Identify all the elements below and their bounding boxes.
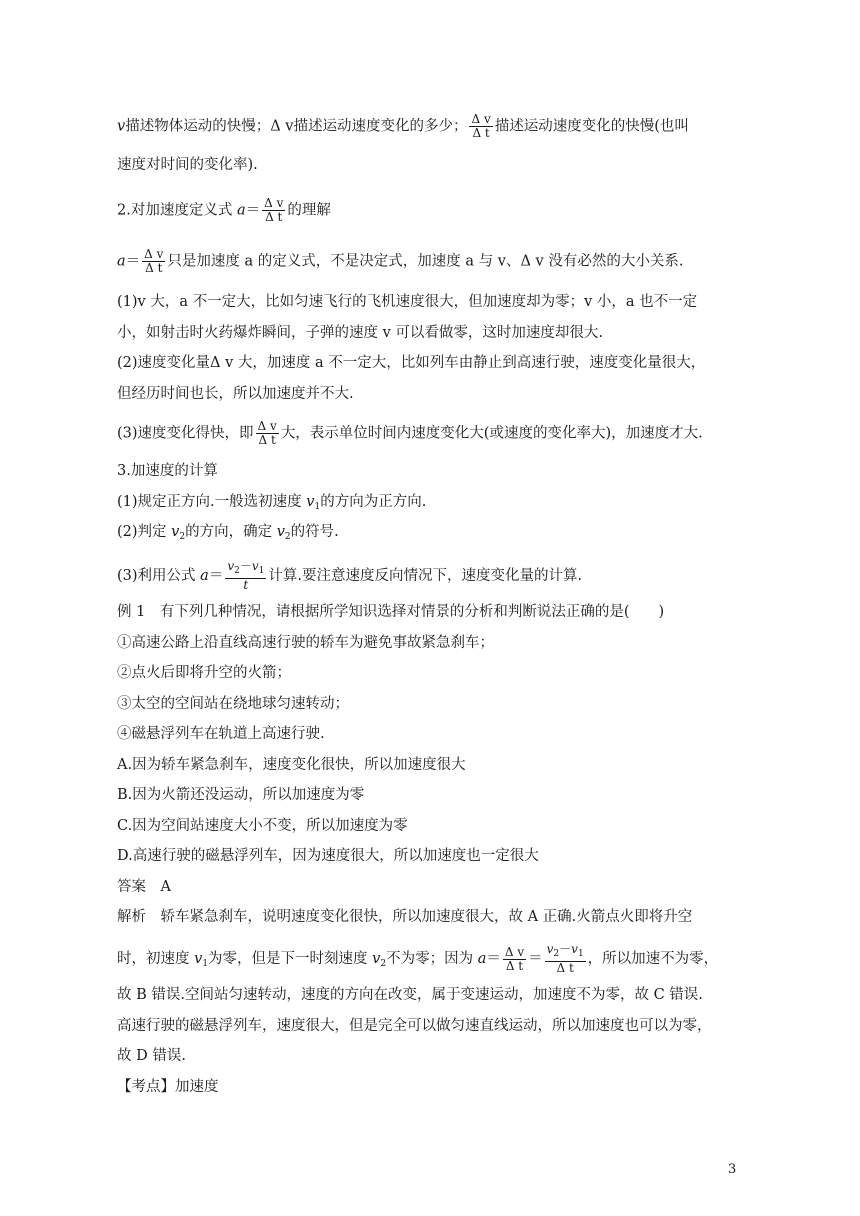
option-c: C.因为空间站速度大小不变，所以加速度为零 [117,818,408,834]
fraction: $\frac{\text{Δ v}}{\text{Δ t}}$ [257,419,277,447]
s2-item1-line1: (1)v 大，a 不一定大，比如匀速飞行的飞机速度很大，但加速度却为零；v 小，a 也不一定 [117,294,698,310]
section-2-heading: 2.对加速度定义式 a＝ $\frac{\text{Δ v}}{\text{Δ t}}$ 的理解 [117,196,331,224]
key-point: 【考点】加速度 [117,1079,219,1095]
s2-item3: (3)速度变化得快，即 $\frac{\text{Δ v}}{\text{Δ t}}$ 大，表示单位时间内速度变化大(或速度的变化率大)，加速度才大. [117,419,703,447]
example-1-case4: ④磁悬浮列车在轨道上高速行驶. [117,726,325,742]
section-3-heading: 3.加速度的计算 [117,463,218,479]
para-intro-line1: v描述物体运动的快慢；Δ v描述运动速度变化的多少； $\frac{\text{Δ v}}{\text{Δ t}}$ 描述运动速度变化的快慢(也叫 [117,112,689,140]
fraction: $\frac{\text{Δ v}}{\text{Δ t}}$ [504,944,525,973]
example-1-case1: ①高速公路上沿直线高速行驶的轿车为避免事故紧急刹车； [117,635,494,651]
s3-item2: (2)判定 $v_2$的方向，确定 $v_2$的符号. [117,524,339,542]
answer: 答案 A [117,879,171,895]
analysis-line3: 故 B 错误.空间站匀速转动，速度的方向在改变，属于变速运动，加速度不为零，故 C 错误. [117,987,703,1003]
s2-item2-line1: (2)速度变化量Δ v 大，加速度 a 不一定大，比如列车由静止到高速行驶，速度变化量很大， [117,355,706,371]
example-1-case2: ②点火后即将升空的火箭； [117,665,291,681]
analysis-line5: 故 D 错误. [117,1048,186,1064]
option-d: D.高速行驶的磁悬浮列车，因为速度很大，所以加速度也一定很大 [117,848,539,864]
example-1-question: 例 1 有下列几种情况，请根据所学知识选择对情景的分析和判断说法正确的是( ) [117,604,665,620]
analysis-line4: 高速行驶的磁悬浮列车，速度很大，但是完全可以做匀速直线运动，所以加速度也可以为零， [117,1018,712,1034]
option-b: B.因为火箭还没运动，所以加速度为零 [117,787,365,803]
fraction: $\frac{\text{Δ v}}{\text{Δ t}}$ [471,112,491,140]
s3-item3: (3)利用公式 a＝ $\frac{v_2-v_1}{t}$ 计算.要注意速度反向情况下，速度变化量的计算. [117,559,583,592]
option-a: A.因为轿车紧急刹车，速度变化很快，所以加速度很大 [117,757,466,773]
analysis-line2: 时，初速度 $v_1$为零，但是下一时刻速度 $v_2$不为零；因为 a＝ $\frac{\text{Δ v}}{\text{Δ t}}$ ＝ $\frac{v_2-v_1}{\text{Δ t}}$ ，所以加速不为零， [117,942,719,975]
fraction: $\frac{\text{Δ v}}{\text{Δ t}}$ [264,196,284,224]
fraction: $\frac{v_2-v_1}{t}$ [227,559,265,592]
s2-para: a＝ $\frac{\text{Δ v}}{\text{Δ t}}$ 只是加速度 a 的定义式，不是决定式，加速度 a 与 v、Δ v 没有必然的大小关系. [117,247,684,275]
s2-item2-line2: 但经历时间也长，所以加速度并不大. [117,386,354,402]
s3-item1: (1)规定正方向.一般选初速度 $v_1$的方向为正方向. [117,494,427,512]
page-number: 3 [728,1162,737,1177]
para-intro-line2: 速度对时间的变化率). [117,157,258,173]
fraction: $\frac{\text{Δ v}}{\text{Δ t}}$ [144,247,164,275]
analysis-line1: 解析 轿车紧急刹车，说明速度变化很快，所以加速度很大，故 A 正确.火箭点火即将升空 [117,909,693,925]
s2-item1-line2: 小，如射击时火药爆炸瞬间，子弹的速度 v 可以看做零，这时加速度却很大. [117,325,604,341]
example-1-case3: ③太空的空间站在绕地球匀速转动； [117,696,349,712]
fraction: $\frac{v_2-v_1}{\text{Δ t}}$ [546,942,584,975]
